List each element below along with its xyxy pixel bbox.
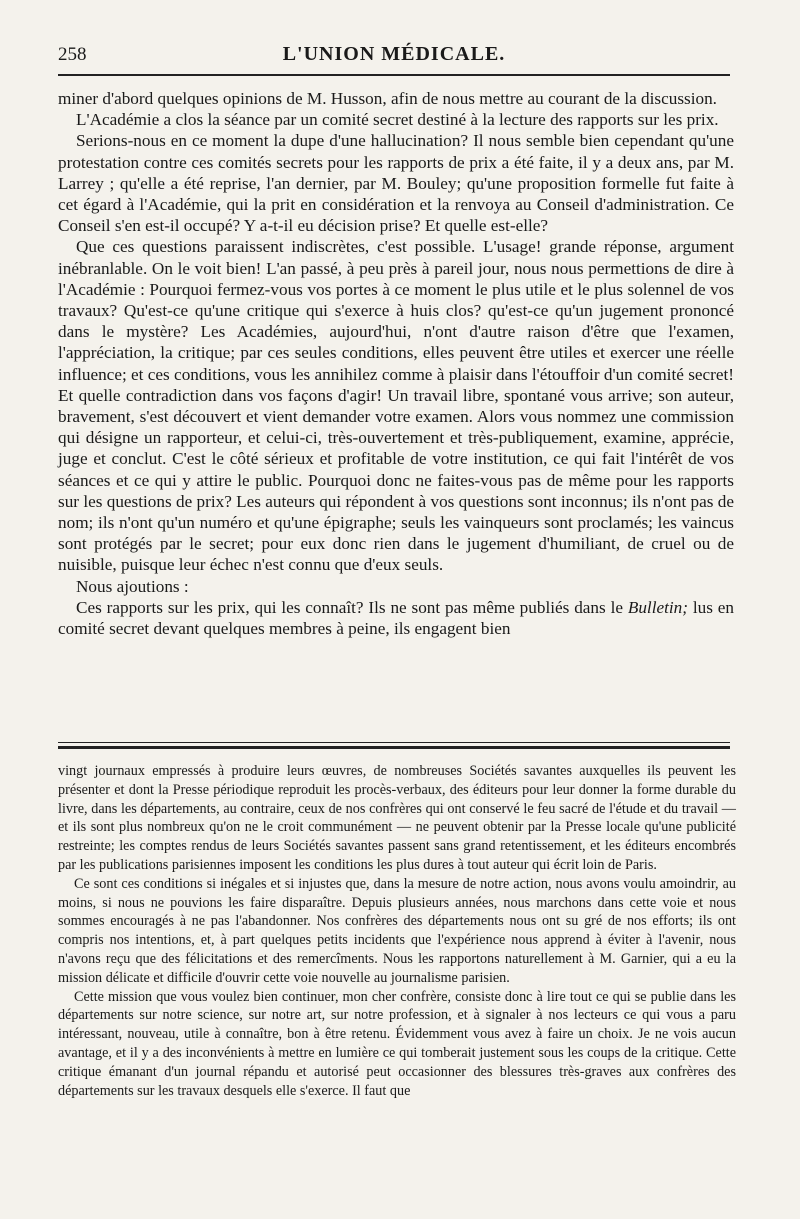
footnote-paragraph: Ce sont ces conditions si inégales et si injustes que, dans la mesure de notre action, nous avons voulu amoindrir, au moins, si nous ne pouvions les faire disparaître. Depuis plusieurs années, nous marchons dans cette voie et nous sommes encouragés à ne pas l'abandonner. Nos confrères des départements nous ont su gré de nos efforts; ils ont compris nos intentions, et, à part quelques petits incidents que l'expérience nous apprend à éviter à l'avenir, nous n'avons reçu que des félicitations et des remercîments. Nous les rapportons naturellement à M. Garnier, qui a eu la mission délicate et difficile d'ouvrir cette voie nouvelle au journalisme parisien. xyxy=(58,875,736,986)
header-rule xyxy=(58,74,730,76)
paragraph: Nous ajoutions : xyxy=(76,576,189,596)
footnote-paragraph: Cette mission que vous voulez bien continuer, mon cher confrère, consiste donc à lire tout ce qui se publie dans les départements sur notre science, sur notre art, sur notre profession, et à signaler à nos lecteurs ce qui vous a paru intéressant, nouveau, utile à connaître, bon à être retenu. Évidemment vous avez à faire un choix. Je ne vois aucun avantage, et il y a des inconvénients à mettre en lumière ce qui tomberait justement sous les coups de la critique. Cette critique émanant d'un journal répandu et autorisé peut occasionner des blessures très-graves aux confrères des départements sur les travaux desquels elle s'exerce. Il faut que xyxy=(58,988,736,1099)
paragraph xyxy=(58,597,734,639)
main-text xyxy=(58,88,734,639)
footnote-paragraph: vingt journaux empressés à produire leurs œuvres, de nombreuses Sociétés savantes auxquelles ils peuvent les présenter et dont la Presse périodique reproduit les procès-verbaux, des éditeurs pour leur donner la forme durable du livre, dans les départements, au contraire, ceux de nos confrères qui ont conservé le feu sacré de l'étude et du travail — et ils sont plus nombreux qu'on ne le croit communément — ne peuvent obtenir par la Presse locale qu'une publicité restreinte; les comptes rendus de leurs Sociétés savantes passent sans grand retentissement, et les éditeurs encombrés par les publications parisiennes imposent les conditions les plus dures à tout auteur qui écrit loin de Paris. xyxy=(58,763,736,873)
page-header xyxy=(58,40,730,70)
paragraph: Serions-nous en ce moment la dupe d'une hallucination? Il nous semble bien cependant qu'une protestation contre ces comités secrets pour les rapports de prix a été faite, il y a deux ans, par M. Larrey ; qu'elle a été reprise, l'an dernier, par M. Bouley; qu'une proposition formelle fut faite à cet égard à l'Académie, qui la prit en considération et la renvoya au Conseil d'administration. Ce Conseil s'en est-il occupé? Y a-t-il eu décision prise? Et quelle est-elle? xyxy=(58,131,734,236)
footnote-separator xyxy=(58,742,730,749)
footnote-text xyxy=(58,762,736,1100)
paragraph-text: Ces rapports sur les prix, qui les connaît? Ils ne sont pas même publiés dans le xyxy=(76,597,628,617)
paragraph-text: lus en comité secret devant quelques membres à peine, ils engagent bien xyxy=(58,597,734,639)
bulletin-title: Bulletin; xyxy=(627,597,688,617)
page-number: 258 xyxy=(58,44,87,65)
running-title: L'UNION MÉDICALE. xyxy=(282,43,506,65)
paragraph: L'Académie a clos la séance par un comité secret destiné à la lecture des rapports sur les prix. xyxy=(76,110,719,130)
paragraph: miner d'abord quelques opinions de M. Husson, afin de nous mettre au courant de la discussion. xyxy=(58,89,717,108)
paragraph: Que ces questions paraissent indiscrètes, c'est possible. L'usage! grande réponse, argument inébranlable. On le voit bien! L'an passé, à peu près à pareil jour, nous nous permettions de dire à l'Académie : Pourquoi fermez-vous vos portes à ce moment le plus utile et le plus solennel de vos travaux? Qu'est-ce qu'une critique qui s'exerce à huis clos? qu'est-ce qu'un jugement prononcé dans le mystère? Les Académies, aujourd'hui, n'ont d'autre raison d'être que l'examen, l'appréciation, la critique; par ces seules conditions, elles peuvent être utiles et exercer une réelle influence; et ces conditions, vous les annihilez comme à plaisir dans l'étouffoir d'un comité secret! Et quelle contradiction dans vos façons d'agir! Un travail libre, spontané vous arrive; son auteur, bravement, s'est découvert et vient demander votre examen. Alors vous nommez une commission qui désigne un rapporteur, et celui-ci, très-ouvertement et très-publiquement, examine, apprécie, juge et conclut. C'est le côté sérieux et profitable de votre institution, ce qui fait l'intérêt de vos séances et ce qui y attire le public. Pourquoi donc ne faites-vous pas de même pour les rapports sur les questions de prix? Les auteurs qui répondent à vos questions sont inconnus; ils n'ont pas de nom; ils n'ont qu'un numéro et qu'une épigraphe; seuls les vainqueurs sont proclamés; les vaincus sont protégés par le secret; pour eux donc rien dans le jugement d'humiliant, de cruel ou de nuisible, puisque leur échec n'est connu que d'eux seuls. xyxy=(58,237,734,575)
